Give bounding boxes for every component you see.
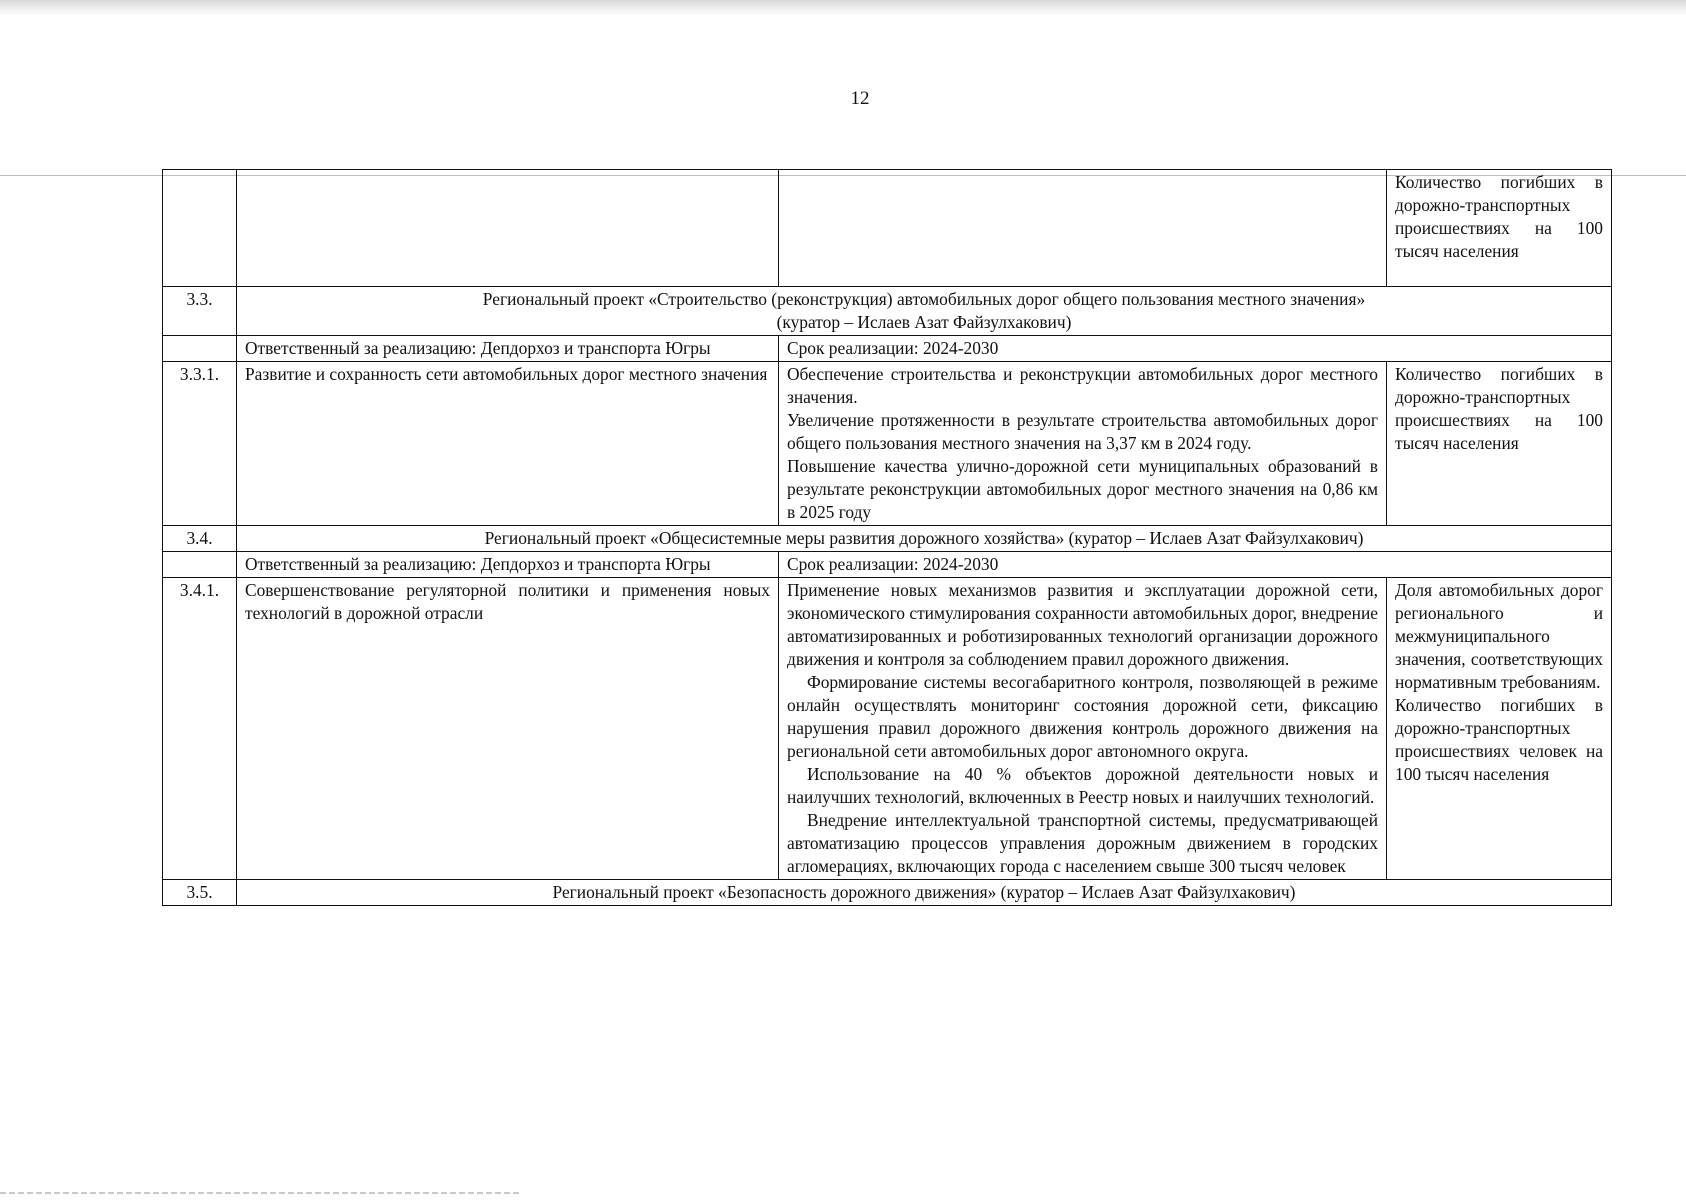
- indicator-paragraph: Доля автомобильных дорог регионального и межмуниципального значения, соответствующих нормативным требованиям.: [1395, 580, 1603, 692]
- result-paragraph: Использование на 40 % объектов дорожной деятельности новых и наилучших технологий, включенных в Реестр новых и наилучших технологий.: [787, 764, 1378, 807]
- indicator-cell: Количество погибших в дорожно-транспортных происшествиях на 100 тысяч населения: [1387, 170, 1612, 287]
- scan-edge-bottom: [0, 1192, 520, 1194]
- responsible-cell: Ответственный за реализацию: Депдорхоз и транспорта Югры: [237, 336, 779, 362]
- task-cell: Совершенствование регуляторной политики и применения новых технологий в дорожной отрасли: [237, 578, 779, 880]
- project-title: Региональный проект «Безопасность дорожного движения» (куратор – Ислаев Азат Файзулхакович): [237, 880, 1612, 906]
- cell-empty: [163, 170, 237, 287]
- indicator-cell: [1387, 578, 1612, 880]
- result-paragraph: Применение новых механизмов развития и эксплуатации дорожной сети, экономического стимулирования сохранности автомобильных дорог, внедрение автоматизированных и роботизированных технологий организации дорожного движения и контроля за соблюдением правил дорожного движения.: [787, 580, 1378, 669]
- row-number: 3.4.: [163, 526, 237, 552]
- term-cell: Срок реализации: 2024-2030: [779, 336, 1612, 362]
- page-number: 12: [850, 88, 870, 109]
- result-paragraph: Формирование системы весогабаритного контроля, позволяющей в режиме онлайн осуществлять мониторинг состояния дорожной сети, фиксацию нарушения правил дорожного движения контроль дорожного движения на региональной сети автомобильных дорог автономного округа.: [787, 672, 1378, 761]
- results-cell: [779, 362, 1387, 526]
- indicator-paragraph: Количество погибших в дорожно-транспортных происшествиях человек на 100 тысяч населения: [1395, 695, 1603, 784]
- row-number: 3.4.1.: [163, 578, 237, 880]
- table-row-continuation: [163, 170, 1612, 287]
- task-cell: Развитие и сохранность сети автомобильных дорог местного значения: [237, 362, 779, 526]
- program-table: [162, 169, 1612, 906]
- table-row-responsible: [163, 552, 1612, 578]
- result-paragraph: Внедрение интеллектуальной транспортной системы, предусматривающей автоматизацию процессов управления дорожным движением в городских агломерациях, включающих города с населением свыше 300 тысяч человек: [787, 810, 1378, 876]
- table-row-responsible: [163, 336, 1612, 362]
- project-title-line: Региональный проект «Строительство (реконструкция) автомобильных дорог общего пользования местного значения»: [482, 289, 1366, 309]
- result-paragraph: Увеличение протяженности в результате строительства автомобильных дорог общего пользования местного значения на 3,37 км в 2024 году.: [787, 410, 1378, 453]
- table-row-project-3-5: [163, 880, 1612, 906]
- table-row-project-3-3: [163, 287, 1612, 336]
- result-paragraph: Обеспечение строительства и реконструкции автомобильных дорог местного значения.: [787, 364, 1378, 407]
- table-row-3-3-1: [163, 362, 1612, 526]
- term-cell: Срок реализации: 2024-2030: [779, 552, 1612, 578]
- cell-empty: [779, 170, 1387, 287]
- results-cell: [779, 578, 1387, 880]
- cell-empty: [237, 170, 779, 287]
- table-row-3-4-1: [163, 578, 1612, 880]
- indicator-cell: Количество погибших в дорожно-транспортных происшествиях на 100 тысяч населения: [1387, 362, 1612, 526]
- result-paragraph: Повышение качества улично-дорожной сети муниципальных образований в результате реконструкции автомобильных дорог местного значения на 0,86 км в 2025 году: [787, 456, 1378, 522]
- row-number: 3.3.: [163, 287, 237, 336]
- row-number: 3.3.1.: [163, 362, 237, 526]
- project-curator-line: (куратор – Ислаев Азат Файзулхакович): [776, 312, 1072, 332]
- responsible-cell: Ответственный за реализацию: Депдорхоз и транспорта Югры: [237, 552, 779, 578]
- table-row-project-3-4: [163, 526, 1612, 552]
- cell-empty: [163, 336, 237, 362]
- scan-edge-top: [0, 0, 1686, 16]
- project-title: [237, 287, 1612, 336]
- row-number: 3.5.: [163, 880, 237, 906]
- project-title: Региональный проект «Общесистемные меры развития дорожного хозяйства» (куратор – Ислаев Азат Файзулхакович): [237, 526, 1612, 552]
- cell-empty: [163, 552, 237, 578]
